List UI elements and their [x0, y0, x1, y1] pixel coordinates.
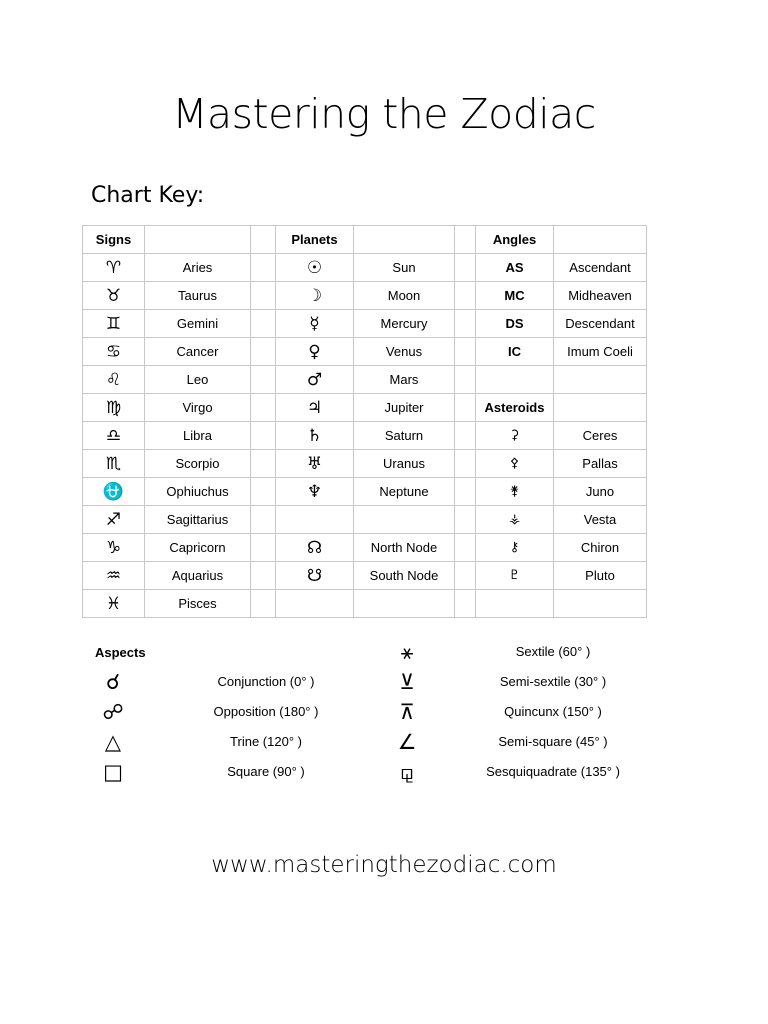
planet-name: Mercury — [354, 310, 455, 338]
aspect-glyph-icon: △ — [104, 730, 122, 754]
sign-glyph-icon: ♊ — [83, 310, 145, 338]
planet-name: South Node — [354, 562, 455, 590]
spacer-cell — [251, 254, 276, 282]
sign-glyph-icon: ⛎ — [83, 478, 145, 506]
aspect-label: Sextile (60° ) — [515, 644, 591, 659]
chart-key-table — [82, 225, 647, 618]
table-row — [83, 450, 647, 478]
spacer-cell — [455, 506, 476, 534]
aspect-glyph-icon: ⚼ — [399, 760, 415, 784]
spacer-cell — [251, 394, 276, 422]
planet-name: Moon — [354, 282, 455, 310]
aspect-label: Semi-square (45° ) — [498, 734, 608, 749]
sign-name: Ophiuchus — [145, 478, 251, 506]
sign-name: Virgo — [145, 394, 251, 422]
spacer-cell — [251, 282, 276, 310]
aspect-label: Quincunx (150° ) — [504, 704, 602, 719]
asteroid-name: Vesta — [554, 506, 647, 534]
spacer-cell — [251, 478, 276, 506]
sign-glyph-icon: ♈ — [83, 254, 145, 282]
spacer-cell — [251, 590, 276, 618]
angle-abbr: MC — [476, 282, 554, 310]
table-row — [83, 338, 647, 366]
aspects-heading: Aspects — [95, 645, 146, 660]
planet-glyph-icon: ♆ — [276, 478, 354, 506]
table-row — [83, 506, 647, 534]
planet-name: Sun — [354, 254, 455, 282]
aspect-glyph-icon: ⚹ — [400, 640, 414, 664]
spacer-cell — [251, 450, 276, 478]
sign-name: Capricorn — [145, 534, 251, 562]
planets-header: Planets — [276, 226, 354, 254]
asteroid-glyph-icon: ⚴ — [476, 450, 554, 478]
aspect-label: Conjunction (0° ) — [217, 674, 315, 689]
website-url: www.masteringthezodiac.com — [211, 852, 557, 878]
sign-name: Sagittarius — [145, 506, 251, 534]
chart-key-heading: Chart Key: — [91, 183, 205, 208]
spacer-cell — [455, 562, 476, 590]
planet-name — [354, 506, 455, 534]
aspect-glyph-icon: ⊻ — [399, 670, 415, 694]
asteroid-name: Pallas — [554, 450, 647, 478]
sign-glyph-icon: ♋ — [83, 338, 145, 366]
table-row — [83, 366, 647, 394]
planet-glyph-icon: ♀ — [276, 338, 354, 366]
sign-name: Pisces — [145, 590, 251, 618]
aspect-glyph-icon: ∠ — [397, 730, 417, 754]
table-row — [83, 394, 647, 422]
aspect-glyph-icon: ☌ — [105, 670, 121, 694]
spacer-cell — [251, 562, 276, 590]
signs-header: Signs — [83, 226, 145, 254]
planet-glyph-icon: ♅ — [276, 450, 354, 478]
planet-name: Venus — [354, 338, 455, 366]
aspect-glyph-icon: ⊼ — [399, 700, 415, 724]
angles-header: Angles — [476, 226, 554, 254]
planet-name: Uranus — [354, 450, 455, 478]
asteroids-header: Asteroids — [476, 394, 554, 422]
asteroid-name: Ceres — [554, 422, 647, 450]
planet-name: Neptune — [354, 478, 455, 506]
spacer-cell — [455, 422, 476, 450]
table-row — [83, 478, 647, 506]
spacer-cell — [455, 254, 476, 282]
angle-name: Ascendant — [554, 254, 647, 282]
asteroid-glyph-icon: ⚳ — [476, 422, 554, 450]
sign-name: Libra — [145, 422, 251, 450]
sign-name: Aquarius — [145, 562, 251, 590]
planet-glyph-icon: ☉ — [276, 254, 354, 282]
planet-name: Mars — [354, 366, 455, 394]
sign-glyph-icon: ♎ — [83, 422, 145, 450]
spacer-cell — [251, 338, 276, 366]
angle-name: Descendant — [554, 310, 647, 338]
sign-glyph-icon: ♑ — [83, 534, 145, 562]
asteroid-glyph-icon: ⚶ — [476, 506, 554, 534]
asteroid-name — [554, 366, 647, 394]
spacer-cell — [455, 590, 476, 618]
spacer-cell — [251, 506, 276, 534]
planet-name: North Node — [354, 534, 455, 562]
aspect-label: Trine (120° ) — [230, 734, 302, 749]
aspect-label: Semi-sextile (30° ) — [499, 674, 607, 689]
planet-glyph-icon: ☊ — [276, 534, 354, 562]
angle-abbr: IC — [476, 338, 554, 366]
planet-glyph-icon — [276, 506, 354, 534]
sign-glyph-icon: ♏ — [83, 450, 145, 478]
sign-glyph-icon: ♒ — [83, 562, 145, 590]
planet-glyph-icon: ♄ — [276, 422, 354, 450]
spacer-cell — [251, 422, 276, 450]
angle-abbr: AS — [476, 254, 554, 282]
table-row — [83, 534, 647, 562]
planet-glyph-icon: ☋ — [276, 562, 354, 590]
asteroid-glyph-icon — [476, 590, 554, 618]
aspects-section — [0, 640, 768, 790]
asteroid-glyph-icon: ⚷ — [476, 534, 554, 562]
aspect-glyph-icon: ☍ — [102, 700, 124, 724]
planet-glyph-icon: ♂ — [276, 366, 354, 394]
planet-glyph-icon: ☿ — [276, 310, 354, 338]
table-row — [83, 310, 647, 338]
spacer-cell — [251, 310, 276, 338]
planet-glyph-icon: ☽ — [276, 282, 354, 310]
planet-name: Saturn — [354, 422, 455, 450]
spacer-cell — [251, 366, 276, 394]
asteroid-glyph-icon — [476, 366, 554, 394]
spacer-cell — [251, 534, 276, 562]
sign-glyph-icon: ♉ — [83, 282, 145, 310]
planet-glyph-icon: ♃ — [276, 394, 354, 422]
table-row — [83, 422, 647, 450]
asteroid-name: Juno — [554, 478, 647, 506]
sign-glyph-icon: ♌ — [83, 366, 145, 394]
sign-glyph-icon: ♐ — [83, 506, 145, 534]
table-row — [83, 562, 647, 590]
asteroid-name — [554, 394, 647, 422]
table-header-row — [83, 226, 647, 254]
spacer-cell — [455, 450, 476, 478]
sign-name: Scorpio — [145, 450, 251, 478]
sign-name: Cancer — [145, 338, 251, 366]
angle-abbr: DS — [476, 310, 554, 338]
aspect-label: Opposition (180° ) — [213, 704, 319, 719]
table-row — [83, 590, 647, 618]
spacer-cell — [455, 394, 476, 422]
angle-name: Midheaven — [554, 282, 647, 310]
aspect-label: Sesquiquadrate (135° ) — [486, 764, 620, 779]
spacer-cell — [455, 310, 476, 338]
asteroid-glyph-icon: ♇ — [476, 562, 554, 590]
spacer-cell — [455, 534, 476, 562]
table-row — [83, 282, 647, 310]
sign-glyph-icon: ♍ — [83, 394, 145, 422]
table-row — [83, 254, 647, 282]
aspect-glyph-icon: □ — [103, 760, 123, 784]
planet-name: Jupiter — [354, 394, 455, 422]
spacer-cell — [455, 282, 476, 310]
sign-glyph-icon: ♓ — [83, 590, 145, 618]
spacer-cell — [455, 478, 476, 506]
planet-glyph-icon — [276, 590, 354, 618]
spacer-cell — [455, 338, 476, 366]
sign-name: Leo — [145, 366, 251, 394]
page-title: Mastering the Zodiac — [172, 90, 596, 138]
sign-name: Gemini — [145, 310, 251, 338]
asteroid-name — [554, 590, 647, 618]
asteroid-name: Chiron — [554, 534, 647, 562]
sign-name: Aries — [145, 254, 251, 282]
angle-name: Imum Coeli — [554, 338, 647, 366]
asteroid-glyph-icon: ⚵ — [476, 478, 554, 506]
sign-name: Taurus — [145, 282, 251, 310]
asteroid-name: Pluto — [554, 562, 647, 590]
spacer-cell — [455, 366, 476, 394]
aspect-label: Square (90° ) — [227, 764, 305, 779]
planet-name — [354, 590, 455, 618]
